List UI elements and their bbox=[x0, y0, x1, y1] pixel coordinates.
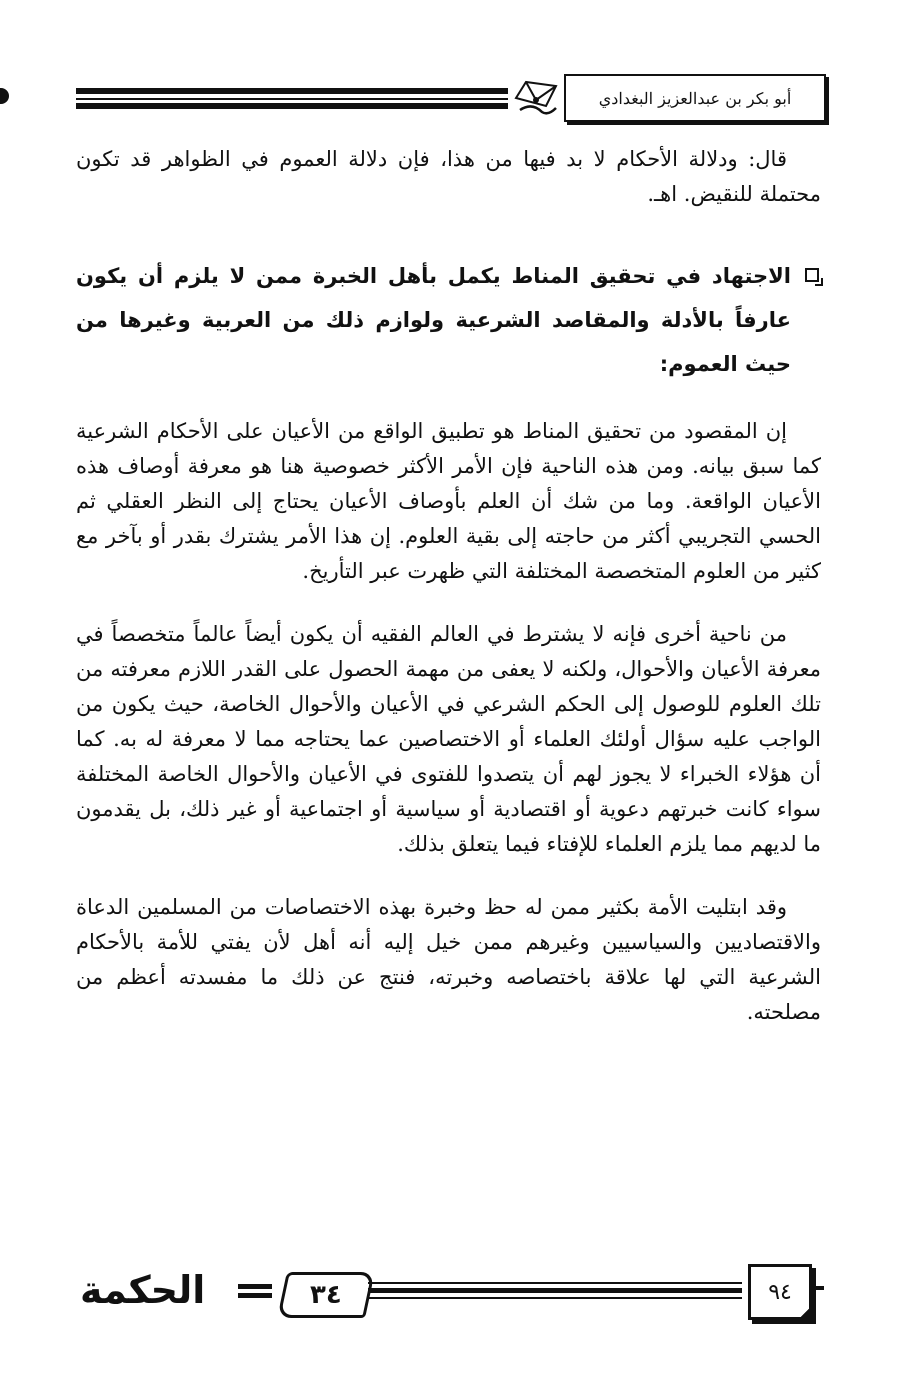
author-name-box bbox=[564, 74, 826, 122]
header-rule bbox=[76, 88, 508, 110]
page-edge-mark bbox=[0, 88, 9, 104]
section-heading-text: الاجتهاد في تحقيق المناط يكمل بأهل الخبرة ممن لا يلزم أن يكون عارفاً بالأدلة والمقاصد الشرعية ولوازم ذلك من العربية وغيرها من حيث العموم: bbox=[76, 264, 791, 376]
page-number-box bbox=[748, 1264, 812, 1320]
folded-corner-icon bbox=[798, 1306, 812, 1320]
body-paragraph-2: من ناحية أخرى فإنه لا يشترط في العالم الفقيه أن يكون أيضاً عالماً متخصصاً في معرفة الأعيان والأحوال، ولكنه لا يعفى من مهمة الحصول على القدر اللازم معرفته من تلك العلوم للوصول إلى الحكم الشرعي في الأعيان والأحوال الخاصة، حيث يكون من الواجب عليه سؤال أولئك العلماء أو الاختصاصين عما يحتاجه مما لا معرفة له به. كما أن هؤلاء الخبراء لا يجوز لهم أن يتصدوا للفتوى في الأعيان والأحوال الخاصة المختلفة سواء كانت خبرتهم دعوية أو اقتصادية أو سياسية أو اجتماعية أو غير ذلك، بل يقدمون ما لديهم مما يلزم العلماء للإفتاء فيما يتعلق بذلك. bbox=[76, 622, 821, 856]
page-number: ٩٤ bbox=[768, 1279, 792, 1305]
footer-tick bbox=[812, 1286, 824, 1290]
section-heading bbox=[76, 254, 821, 386]
journal-logo: الحكمة bbox=[80, 1268, 206, 1312]
issue-number: ٣٤ bbox=[310, 1280, 342, 1310]
footer-separator bbox=[238, 1284, 272, 1298]
footer-rule bbox=[368, 1282, 742, 1302]
running-footer bbox=[76, 1260, 826, 1324]
article-body bbox=[76, 140, 821, 1030]
square-bullet-icon bbox=[805, 268, 819, 282]
body-paragraph-1: إن المقصود من تحقيق المناط هو تطبيق الواقع من الأعيان على الأحكام الشرعية كما سبق بيانه. ومن هذه الناحية فإن الأمر الأكثر خصوصية هنا هو معرفة أوصاف هذه الأعيان الواقعة. وما من شك أن العلم بأوصاف الأعيان يحتاج إلى النظر العقلي ثم الحسي التجريبي أكثر من حاجته إلى بقية العلوم. إن هذا الأمر يشترك بقدر أو بآخر مع كثير من العلوم المتخصصة المختلفة التي ظهرت عبر التأريخ. bbox=[76, 419, 821, 583]
issue-number-box bbox=[277, 1272, 375, 1318]
running-header bbox=[76, 70, 826, 126]
body-paragraph-3: وقد ابتليت الأمة بكثير ممن له حظ وخبرة بهذه الاختصاصات من المسلمين الدعاة والاقتصاديين والسياسيين وغيرهم ممن خيل إليه أنه أهل لأن يفتي للأمة بالأحكام الشرعية التي لها علاقة باختصاصه وخبرته، فنتج عن ذلك ما مفسدته أعظم من مصلحته. bbox=[76, 895, 821, 1024]
author-name: أبو بكر بن عبدالعزيز البغدادي bbox=[598, 88, 792, 108]
quill-pen-icon bbox=[512, 76, 560, 118]
quote-paragraph: قال: ودلالة الأحكام لا بد فيها من هذا، فإن دلالة العموم في الظواهر قد تكون محتملة للنقيض. اهـ. bbox=[76, 147, 821, 206]
